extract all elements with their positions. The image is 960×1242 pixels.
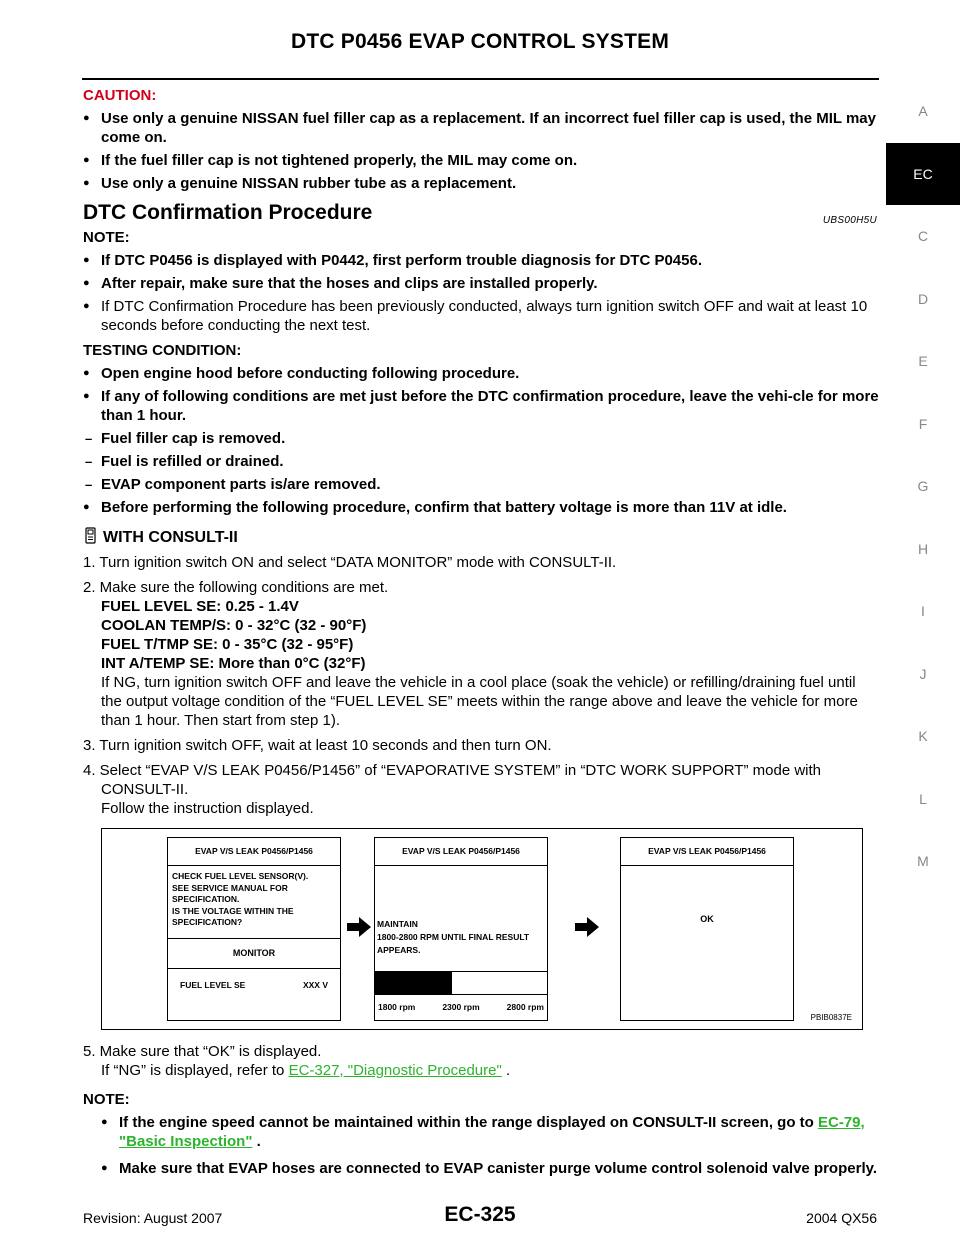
fuel-level-value: XXX V [302, 980, 328, 990]
page-title: DTC P0456 EVAP CONTROL SYSTEM [290, 30, 670, 53]
screen-header: EVAP V/S LEAK P0456/P1456 [375, 838, 547, 866]
step-5-ng [101, 1061, 879, 1080]
condition-fuel-level: FUEL LEVEL SE: 0.25 - 1.4V [101, 598, 299, 615]
right-arrow-icon [575, 917, 599, 937]
footer-page-number: EC-325 [444, 1203, 516, 1226]
page-content [83, 86, 879, 1178]
rpm-scale [375, 997, 547, 1020]
step-2 [83, 578, 879, 730]
consult-screen-2 [374, 837, 548, 1021]
footer-model: 2004 QX56 [806, 1210, 877, 1226]
screen-line: SEE SERVICE MANUAL FOR [172, 882, 288, 893]
condition-intake-temp: INT A/TEMP SE: More than 0°C (32°F) [101, 655, 366, 672]
section-tab-i[interactable]: I [921, 603, 925, 620]
section-code: UBS00H5U [822, 215, 877, 226]
consult-screen-3 [620, 837, 794, 1021]
rpm-tick-label: 1800 rpm [378, 1002, 416, 1012]
testing-item: ● Open engine hood before conducting following procedure. [83, 364, 879, 383]
note-item-end: . [252, 1133, 261, 1150]
note-label: NOTE: [83, 229, 130, 246]
screen-message [168, 866, 340, 939]
note-item: ● If DTC Confirmation Procedure has been previously conducted, always turn ignition switch OFF and wait at least 10 seconds before conducting the next test. [83, 297, 879, 335]
step-2-text: 2. Make sure the following conditions are met. [83, 579, 389, 596]
monitor-label: MONITOR [168, 939, 340, 969]
consult-screen-1 [167, 837, 341, 1021]
caution-label: CAUTION: [83, 87, 157, 104]
step-5-text: 5. Make sure that “OK” is displayed. [83, 1043, 322, 1060]
diagnostic-procedure-link[interactable]: EC-327, "Diagnostic Procedure" [288, 1062, 502, 1079]
screen-header: EVAP V/S LEAK P0456/P1456 [168, 838, 340, 866]
testing-label: TESTING CONDITION: [83, 342, 242, 359]
basic-inspection-link[interactable]: EC-79, "Basic Inspection" [119, 1114, 865, 1150]
section-tab-k[interactable]: K [918, 728, 928, 745]
condition-fuel-tank-temp: FUEL T/TMP SE: 0 - 35°C (32 - 95°F) [101, 636, 354, 653]
rpm-progress-fill [375, 972, 452, 994]
note-item-text: If the engine speed cannot be maintained within the range displayed on CONSULT-II screen, go to [119, 1114, 818, 1131]
fuel-level-label: FUEL LEVEL SE [180, 980, 246, 990]
caution-item: ● Use only a genuine NISSAN fuel filler cap as a replacement. If an incorrect fuel filler cap is used, the MIL may come on. [83, 109, 879, 147]
section-tab-j[interactable]: J [919, 665, 927, 682]
note-item [101, 1113, 879, 1151]
testing-item: ● If any of following conditions are met just before the DTC confirmation procedure, leave the vehi-cle for more than 1 hour. [83, 387, 879, 425]
testing-subitem: – Fuel filler cap is removed. [83, 429, 879, 448]
note-item: ● After repair, make sure that the hoses and clips are installed properly. [83, 274, 879, 293]
screen-line: CHECK FUEL LEVEL SENSOR(V). [172, 871, 309, 881]
testing-item: ● Before performing the following procedure, confirm that battery voltage is more than 11V at idle. [83, 498, 879, 517]
step-1: 1. Turn ignition switch ON and select “DATA MONITOR” mode with CONSULT-II. [83, 554, 617, 571]
consult-tool-icon [83, 527, 99, 545]
section-tab-c[interactable]: C [917, 228, 929, 245]
step-4-text: 4. Select “EVAP V/S LEAK P0456/P1456” of “EVAPORATIVE SYSTEM” in “DTC WORK SUPPORT” mode with CONSULT-II. [83, 762, 822, 798]
consult-screens-figure [101, 828, 863, 1030]
section-index [886, 80, 960, 893]
step-3: 3. Turn ignition switch OFF, wait at least 10 seconds and then turn ON. [83, 737, 552, 754]
consult-heading [83, 527, 879, 547]
section-tab-h[interactable]: H [917, 540, 929, 557]
step-5 [83, 1042, 879, 1080]
section-tab-ec[interactable]: EC [886, 143, 960, 206]
figure-id: PBIB0837E [810, 1013, 852, 1022]
note-item: ● Make sure that EVAP hoses are connected to EVAP canister purge volume control solenoid valve properly. [101, 1159, 879, 1178]
screen-line: SPECIFICATION? [172, 917, 243, 927]
step-4 [83, 761, 879, 818]
step-5-ng-end: . [501, 1062, 511, 1079]
screen-line: APPEARS. [377, 945, 421, 955]
screen-line: 1800-2800 RPM UNTIL FINAL RESULT [377, 932, 530, 942]
section-tab-g[interactable]: G [917, 478, 929, 495]
rpm-progress-track [375, 971, 547, 995]
screen-header: EVAP V/S LEAK P0456/P1456 [621, 838, 793, 866]
rpm-tick-label: 2800 rpm [506, 1002, 544, 1012]
note-label: NOTE: [83, 1091, 130, 1108]
rpm-tick-label: 2300 rpm [442, 1002, 480, 1012]
screen-line: MAINTAIN [377, 919, 418, 929]
title-rule [82, 78, 879, 80]
step-4-follow: Follow the instruction displayed. [101, 800, 314, 817]
condition-coolant-temp: COOLAN TEMP/S: 0 - 32°C (32 - 90°F) [101, 617, 367, 634]
section-tab-m[interactable]: M [917, 853, 929, 870]
caution-item: ● If the fuel filler cap is not tightened properly, the MIL may come on. [83, 151, 879, 170]
section-heading-text: DTC Confirmation Procedure [83, 201, 373, 224]
step-5-ng-text: If “NG” is displayed, refer to [101, 1062, 289, 1079]
consult-heading-text: WITH CONSULT-II [103, 529, 238, 546]
screen-message [375, 866, 547, 957]
section-tab-f[interactable]: F [918, 415, 928, 432]
section-heading [83, 201, 879, 226]
section-tab-l[interactable]: L [919, 790, 927, 807]
right-arrow-icon [347, 917, 371, 937]
section-tab-e[interactable]: E [918, 353, 928, 370]
screen-line: SPECIFICATION. [172, 894, 240, 904]
testing-subitem: – EVAP component parts is/are removed. [83, 475, 879, 494]
section-tab-a[interactable]: A [918, 103, 928, 120]
testing-subitem: – Fuel is refilled or drained. [83, 452, 879, 471]
monitor-row [168, 969, 340, 1002]
screen-line: IS THE VOLTAGE WITHIN THE [172, 905, 294, 916]
section-tab-d[interactable]: D [917, 290, 929, 307]
rpm-gauge [375, 971, 547, 1020]
footer-revision: Revision: August 2007 [83, 1210, 223, 1226]
note-item: ● If DTC P0456 is displayed with P0442, first perform trouble diagnosis for DTC P0456. [83, 251, 879, 270]
step-2-ng-text: If NG, turn ignition switch OFF and leave the vehicle in a cool place (soak the vehicle) or refilling/draining fuel until the output voltage condition of the “FUEL LEVEL SE” meets within the range above and leave the vehicle for more than 1 hour. Then start from step 1). [101, 674, 858, 729]
caution-item: ● Use only a genuine NISSAN rubber tube as a replacement. [83, 174, 879, 193]
screen-result: OK [700, 914, 714, 924]
